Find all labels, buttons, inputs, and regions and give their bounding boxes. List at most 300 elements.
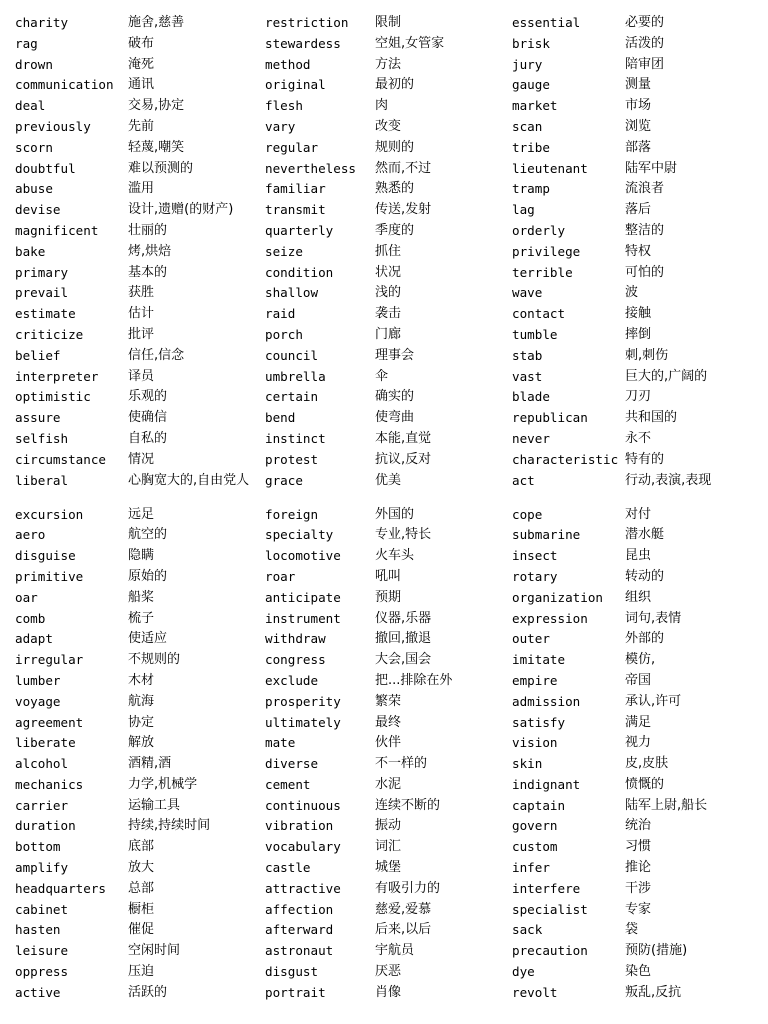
vocab-meaning: 协定 (128, 714, 155, 730)
vocab-word: sack (512, 922, 543, 938)
vocab-word: deal (15, 98, 46, 114)
vocab-meaning: 城堡 (375, 860, 402, 876)
vocab-entry (512, 346, 762, 367)
vocab-word: porch (265, 326, 303, 342)
vocab-word: prosperity (265, 693, 341, 709)
vocab-word: communication (15, 77, 114, 93)
vocab-entry (512, 263, 762, 284)
vocab-word: raid (265, 306, 296, 322)
vocab-entry (15, 858, 260, 879)
vocab-entry (265, 713, 508, 734)
vocab-meaning: 仪器,乐器 (375, 610, 432, 626)
vocab-entry (265, 263, 508, 284)
vocab-entry (265, 525, 508, 546)
vocab-word: jury (512, 56, 543, 72)
vocab-entry (512, 941, 762, 962)
vocab-meaning: 推论 (625, 860, 652, 876)
vocab-meaning: 设计,遗赠(的财产) (128, 202, 234, 218)
vocab-entry (512, 75, 762, 96)
vocab-word: comb (15, 610, 46, 626)
vocab-meaning: 陪审团 (625, 56, 665, 72)
vocab-meaning: 不规则的 (128, 652, 181, 668)
vocab-meaning: 淹死 (128, 56, 155, 72)
vocab-word: seize (265, 243, 303, 259)
vocab-word: mate (265, 735, 296, 751)
vocab-meaning: 理事会 (375, 347, 415, 363)
vocab-word: dye (512, 964, 535, 980)
vocab-word: outer (512, 631, 550, 647)
vocab-entry (15, 733, 260, 754)
vocab-entry (512, 900, 762, 921)
vocab-word: tramp (512, 181, 550, 197)
vocab-meaning: 烤,烘焙 (128, 243, 172, 259)
vocab-meaning: 总部 (128, 880, 155, 896)
vocab-word: lumber (15, 672, 61, 688)
vocab-entry (265, 429, 508, 450)
vocab-word: affection (265, 901, 334, 917)
vocab-word: adapt (15, 631, 53, 647)
vocab-entry (512, 754, 762, 775)
vocab-entry (512, 179, 762, 200)
vocab-meaning: 满足 (625, 714, 652, 730)
vocab-meaning: 必要的 (625, 15, 665, 30)
vocab-meaning: 特权 (625, 243, 652, 259)
vocab-word: gauge (512, 77, 550, 93)
vocab-word: oar (15, 589, 38, 605)
vocab-meaning: 运输工具 (128, 797, 181, 813)
vocab-meaning: 橱柜 (128, 901, 155, 917)
vocab-word: expression (512, 610, 588, 626)
vocab-entry (15, 179, 260, 200)
vocab-meaning: 昆虫 (625, 548, 652, 564)
vocab-word: withdraw (265, 631, 326, 647)
vocab-meaning: 落后 (625, 202, 652, 218)
vocab-entry (512, 525, 762, 546)
vocab-entry (265, 387, 508, 408)
vocab-meaning: 染色 (625, 964, 652, 980)
vocab-word: active (15, 984, 61, 1000)
vocab-word: govern (512, 818, 558, 834)
vocab-entry (15, 263, 260, 284)
vocab-entry (512, 325, 762, 346)
vocab-meaning: 市场 (625, 98, 652, 114)
vocab-word: market (512, 98, 558, 114)
vocab-meaning: 限制 (375, 15, 402, 30)
vocab-word: empire (512, 672, 558, 688)
vocab-word: circumstance (15, 451, 106, 467)
vocab-meaning: 视力 (625, 735, 652, 751)
vocab-entry (512, 159, 762, 180)
vocab-meaning: 特有的 (625, 451, 665, 467)
vocab-word: disgust (265, 964, 319, 980)
vocab-meaning: 共和国的 (625, 410, 678, 426)
vocab-entry (15, 567, 260, 588)
vocab-meaning: 优美 (375, 472, 402, 488)
vocab-word: disguise (15, 548, 76, 564)
vocab-meaning: 预防(措施) (625, 943, 688, 959)
vocab-meaning: 远足 (128, 506, 155, 522)
vocab-meaning: 可怕的 (625, 264, 665, 280)
vocab-entry (512, 692, 762, 713)
vocab-word: foreign (265, 506, 319, 522)
vocab-word: tribe (512, 139, 550, 155)
vocab-meaning: 活跃的 (128, 984, 168, 1000)
vocab-meaning: 外国的 (375, 506, 415, 522)
vocab-entry (265, 346, 508, 367)
vocab-meaning: 不一样的 (375, 756, 428, 772)
vocab-meaning: 连续不断的 (375, 797, 441, 813)
vocab-meaning: 叛乱,反抗 (625, 984, 682, 1000)
vocab-word: scan (512, 118, 543, 134)
vocab-word: instinct (265, 430, 326, 446)
vocab-word: primary (15, 264, 69, 280)
vocab-word: continuous (265, 797, 341, 813)
vocab-entry (512, 138, 762, 159)
vocab-meaning: 预期 (375, 589, 402, 605)
vocab-entry (265, 325, 508, 346)
vocab-meaning: 破布 (128, 35, 155, 51)
vocab-entry (265, 650, 508, 671)
vocab-word: submarine (512, 527, 581, 543)
vocab-word: shallow (265, 285, 319, 301)
vocab-entry (512, 650, 762, 671)
vocab-entry (265, 858, 508, 879)
vocab-word: anticipate (265, 589, 341, 605)
vocab-word: estimate (15, 306, 76, 322)
vocab-meaning: 词汇 (375, 839, 402, 855)
vocab-meaning: 组织 (625, 589, 652, 605)
vocab-entry (512, 471, 762, 505)
vocab-entry (265, 505, 508, 526)
vocab-meaning: 乐观的 (128, 389, 168, 405)
vocab-word: condition (265, 264, 334, 280)
vocab-entry (15, 13, 260, 34)
vocab-word: republican (512, 410, 588, 426)
vocab-word: oppress (15, 964, 69, 980)
vocab-word: admission (512, 693, 581, 709)
vocab-word: vocabulary (265, 839, 341, 855)
vocab-word: congress (265, 652, 326, 668)
vocab-entry (15, 55, 260, 76)
vocab-entry (265, 159, 508, 180)
vocab-word: vary (265, 118, 296, 134)
vocab-meaning: 梳子 (128, 610, 155, 626)
vocab-entry (265, 733, 508, 754)
vocab-word: exclude (265, 672, 319, 688)
vocab-entry (15, 200, 260, 221)
vocab-column-2 (265, 13, 508, 1004)
vocab-meaning: 门廊 (375, 326, 402, 342)
vocab-word: attractive (265, 880, 341, 896)
vocab-meaning: 浏览 (625, 118, 652, 134)
vocab-meaning: 解放 (128, 735, 155, 751)
vocab-entry (512, 117, 762, 138)
vocab-entry (512, 983, 762, 1004)
vocab-word: cope (512, 506, 543, 522)
vocab-word: assure (15, 410, 61, 426)
vocab-meaning: 袭击 (375, 306, 402, 322)
vocab-word: familiar (265, 181, 326, 197)
vocab-word: tumble (512, 326, 558, 342)
vocab-entry (265, 221, 508, 242)
vocab-meaning: 力学,机械学 (128, 776, 198, 792)
vocab-meaning: 浅的 (375, 285, 402, 301)
vocab-meaning: 交易,协定 (128, 98, 185, 114)
vocab-word: leisure (15, 943, 69, 959)
vocab-word: precaution (512, 943, 588, 959)
vocab-entry (265, 179, 508, 200)
vocab-word: brisk (512, 35, 550, 51)
vocab-entry (265, 671, 508, 692)
vocab-meaning: 词句,表情 (625, 610, 682, 626)
vocab-entry (512, 200, 762, 221)
vocab-entry (512, 858, 762, 879)
vocab-meaning: 船桨 (128, 589, 155, 605)
vocab-entry (265, 983, 508, 1004)
vocab-entry (265, 837, 508, 858)
vocab-meaning: 自私的 (128, 430, 168, 446)
vocab-word: protest (265, 451, 319, 467)
vocab-meaning: 原始的 (128, 568, 168, 584)
vocab-entry (15, 525, 260, 546)
vocab-meaning: 有吸引力的 (375, 880, 441, 896)
vocab-meaning: 压迫 (128, 964, 155, 980)
vocab-word: skin (512, 756, 543, 772)
vocab-word: diverse (265, 756, 319, 772)
vocab-word: nevertheless (265, 160, 356, 176)
vocab-entry (265, 55, 508, 76)
vocab-entry (15, 408, 260, 429)
vocab-word: specialist (512, 901, 588, 917)
vocab-word: scorn (15, 139, 53, 155)
vocab-entry (512, 609, 762, 630)
vocab-meaning: 最初的 (375, 77, 415, 93)
vocab-entry (265, 609, 508, 630)
vocab-meaning: 整洁的 (625, 222, 665, 238)
vocab-meaning: 伞 (375, 368, 389, 384)
vocab-meaning: 方法 (375, 56, 402, 72)
vocab-entry (15, 304, 260, 325)
vocab-entry (15, 546, 260, 567)
vocab-word: bottom (15, 839, 61, 855)
vocab-entry (265, 629, 508, 650)
vocab-word: grace (265, 472, 303, 488)
vocab-meaning: 后来,以后 (375, 922, 432, 938)
vocab-meaning: 使确信 (128, 410, 168, 426)
vocab-entry (15, 879, 260, 900)
vocab-entry (512, 567, 762, 588)
vocab-word: vast (512, 368, 543, 384)
vocab-word: quarterly (265, 222, 334, 238)
vocab-entry (512, 671, 762, 692)
vocab-word: certain (265, 389, 319, 405)
vocab-entry (265, 200, 508, 221)
vocab-entry (15, 221, 260, 242)
vocab-meaning: 火车头 (375, 548, 415, 564)
vocab-entry (512, 55, 762, 76)
vocab-entry (512, 962, 762, 983)
vocab-entry (512, 387, 762, 408)
vocab-word: charity (15, 15, 69, 30)
vocab-word: irregular (15, 652, 84, 668)
vocab-word: astronaut (265, 943, 334, 959)
vocab-entry (512, 13, 762, 34)
vocab-meaning: 专业,特长 (375, 527, 432, 543)
vocab-meaning: 习惯 (625, 839, 652, 855)
vocab-meaning: 隐瞒 (128, 548, 155, 564)
vocab-meaning: 获胜 (128, 285, 155, 301)
vocab-meaning: 底部 (128, 839, 155, 855)
vocab-meaning: 壮丽的 (128, 222, 168, 238)
vocab-meaning: 袋 (625, 922, 639, 938)
vocab-meaning: 抓住 (375, 243, 402, 259)
vocab-meaning: 陆军中尉 (625, 160, 678, 176)
vocab-word: regular (265, 139, 319, 155)
vocab-word: agreement (15, 714, 84, 730)
vocab-entry (265, 304, 508, 325)
vocab-entry (512, 408, 762, 429)
vocab-meaning: 愤慨的 (625, 776, 665, 792)
vocab-meaning: 规则的 (375, 139, 415, 155)
vocab-word: previously (15, 118, 91, 134)
vocab-word: rotary (512, 568, 558, 584)
vocab-meaning: 伙伴 (375, 735, 402, 751)
vocab-word: drown (15, 56, 53, 72)
vocab-word: alcohol (15, 756, 69, 772)
vocab-meaning: 难以预测的 (128, 160, 194, 176)
vocab-meaning: 外部的 (625, 631, 665, 647)
vocab-meaning: 施舍,慈善 (128, 15, 185, 30)
vocab-word: lieutenant (512, 160, 588, 176)
vocab-word: ultimately (265, 714, 341, 730)
vocab-entry (265, 13, 508, 34)
vocab-entry (512, 367, 762, 388)
vocab-meaning: 厌恶 (375, 964, 402, 980)
vocab-word: wave (512, 285, 543, 301)
vocab-word: instrument (265, 610, 341, 626)
vocab-entry (15, 837, 260, 858)
vocab-entry (265, 920, 508, 941)
vocab-word: privilege (512, 243, 581, 259)
vocab-word: transmit (265, 202, 326, 218)
vocab-entry (15, 75, 260, 96)
vocab-word: abuse (15, 181, 53, 197)
vocab-meaning: 确实的 (375, 389, 415, 405)
vocab-meaning: 振动 (375, 818, 402, 834)
vocab-word: hasten (15, 922, 61, 938)
vocab-meaning: 繁荣 (375, 693, 402, 709)
vocab-entry (15, 796, 260, 817)
vocab-entry (15, 242, 260, 263)
vocab-entry (512, 837, 762, 858)
vocab-word: characteristic (512, 451, 619, 467)
vocab-entry (15, 900, 260, 921)
vocab-entry (15, 325, 260, 346)
vocab-word: satisfy (512, 714, 566, 730)
vocab-word: stab (512, 347, 543, 363)
vocab-entry (265, 367, 508, 388)
vocab-word: interfere (512, 880, 581, 896)
vocab-entry (15, 96, 260, 117)
vocab-word: aero (15, 527, 46, 543)
vocab-word: vibration (265, 818, 334, 834)
vocab-entry (15, 920, 260, 941)
vocab-meaning: 行动,表演,表现 (625, 472, 712, 488)
vocab-word: captain (512, 797, 566, 813)
vocab-meaning: 把...排除在外 (375, 672, 453, 688)
vocab-meaning: 巨大的,广阔的 (625, 368, 708, 384)
vocab-entry (15, 713, 260, 734)
vocab-entry (265, 75, 508, 96)
vocab-entry (512, 713, 762, 734)
vocab-word: blade (512, 389, 550, 405)
vocab-meaning: 空姐,女管家 (375, 35, 445, 51)
vocab-meaning: 使弯曲 (375, 410, 415, 426)
vocab-meaning: 摔倒 (625, 326, 652, 342)
vocab-word: method (265, 56, 311, 72)
vocab-meaning: 译员 (128, 368, 155, 384)
vocab-meaning: 传送,发射 (375, 202, 432, 218)
vocab-word: castle (265, 860, 311, 876)
vocab-meaning: 酒精,酒 (128, 756, 172, 772)
vocab-meaning: 抗议,反对 (375, 451, 432, 467)
vocab-word: excursion (15, 506, 84, 522)
vocab-entry (15, 450, 260, 471)
vocab-meaning: 陆军上尉,船长 (625, 797, 708, 813)
vocab-word: revolt (512, 984, 558, 1000)
vocab-word: organization (512, 589, 603, 605)
vocab-meaning: 最终 (375, 714, 402, 730)
vocab-entry (265, 692, 508, 713)
vocab-entry (512, 920, 762, 941)
vocab-entry (15, 588, 260, 609)
vocab-meaning: 肖像 (375, 984, 402, 1000)
vocab-meaning: 先前 (128, 118, 155, 134)
vocab-entry (15, 816, 260, 837)
vocab-entry (15, 346, 260, 367)
vocab-entry (265, 816, 508, 837)
vocab-word: cement (265, 776, 311, 792)
vocab-entry (15, 429, 260, 450)
vocab-word: roar (265, 568, 296, 584)
vocab-entry (15, 159, 260, 180)
vocab-entry (512, 505, 762, 526)
vocab-entry (512, 96, 762, 117)
vocab-meaning: 估计 (128, 306, 155, 322)
vocab-entry (265, 546, 508, 567)
vocab-meaning: 航空的 (128, 527, 168, 543)
vocab-entry (265, 879, 508, 900)
vocab-meaning: 对付 (625, 506, 652, 522)
vocab-word: selfish (15, 430, 69, 446)
vocab-word: imitate (512, 652, 566, 668)
vocab-meaning: 改变 (375, 118, 402, 134)
vocab-word: voyage (15, 693, 61, 709)
vocab-meaning: 模仿, (625, 652, 656, 668)
vocab-entry (15, 671, 260, 692)
vocab-word: mechanics (15, 776, 84, 792)
vocab-meaning: 批评 (128, 326, 155, 342)
vocab-entry (512, 733, 762, 754)
vocab-meaning: 熟悉的 (375, 181, 415, 197)
vocab-entry (15, 692, 260, 713)
vocab-word: stewardess (265, 35, 341, 51)
vocab-entry (15, 775, 260, 796)
vocab-meaning: 部落 (625, 139, 652, 155)
vocab-word: amplify (15, 860, 69, 876)
vocab-meaning: 活泼的 (625, 35, 665, 51)
vocab-meaning: 统治 (625, 818, 652, 834)
